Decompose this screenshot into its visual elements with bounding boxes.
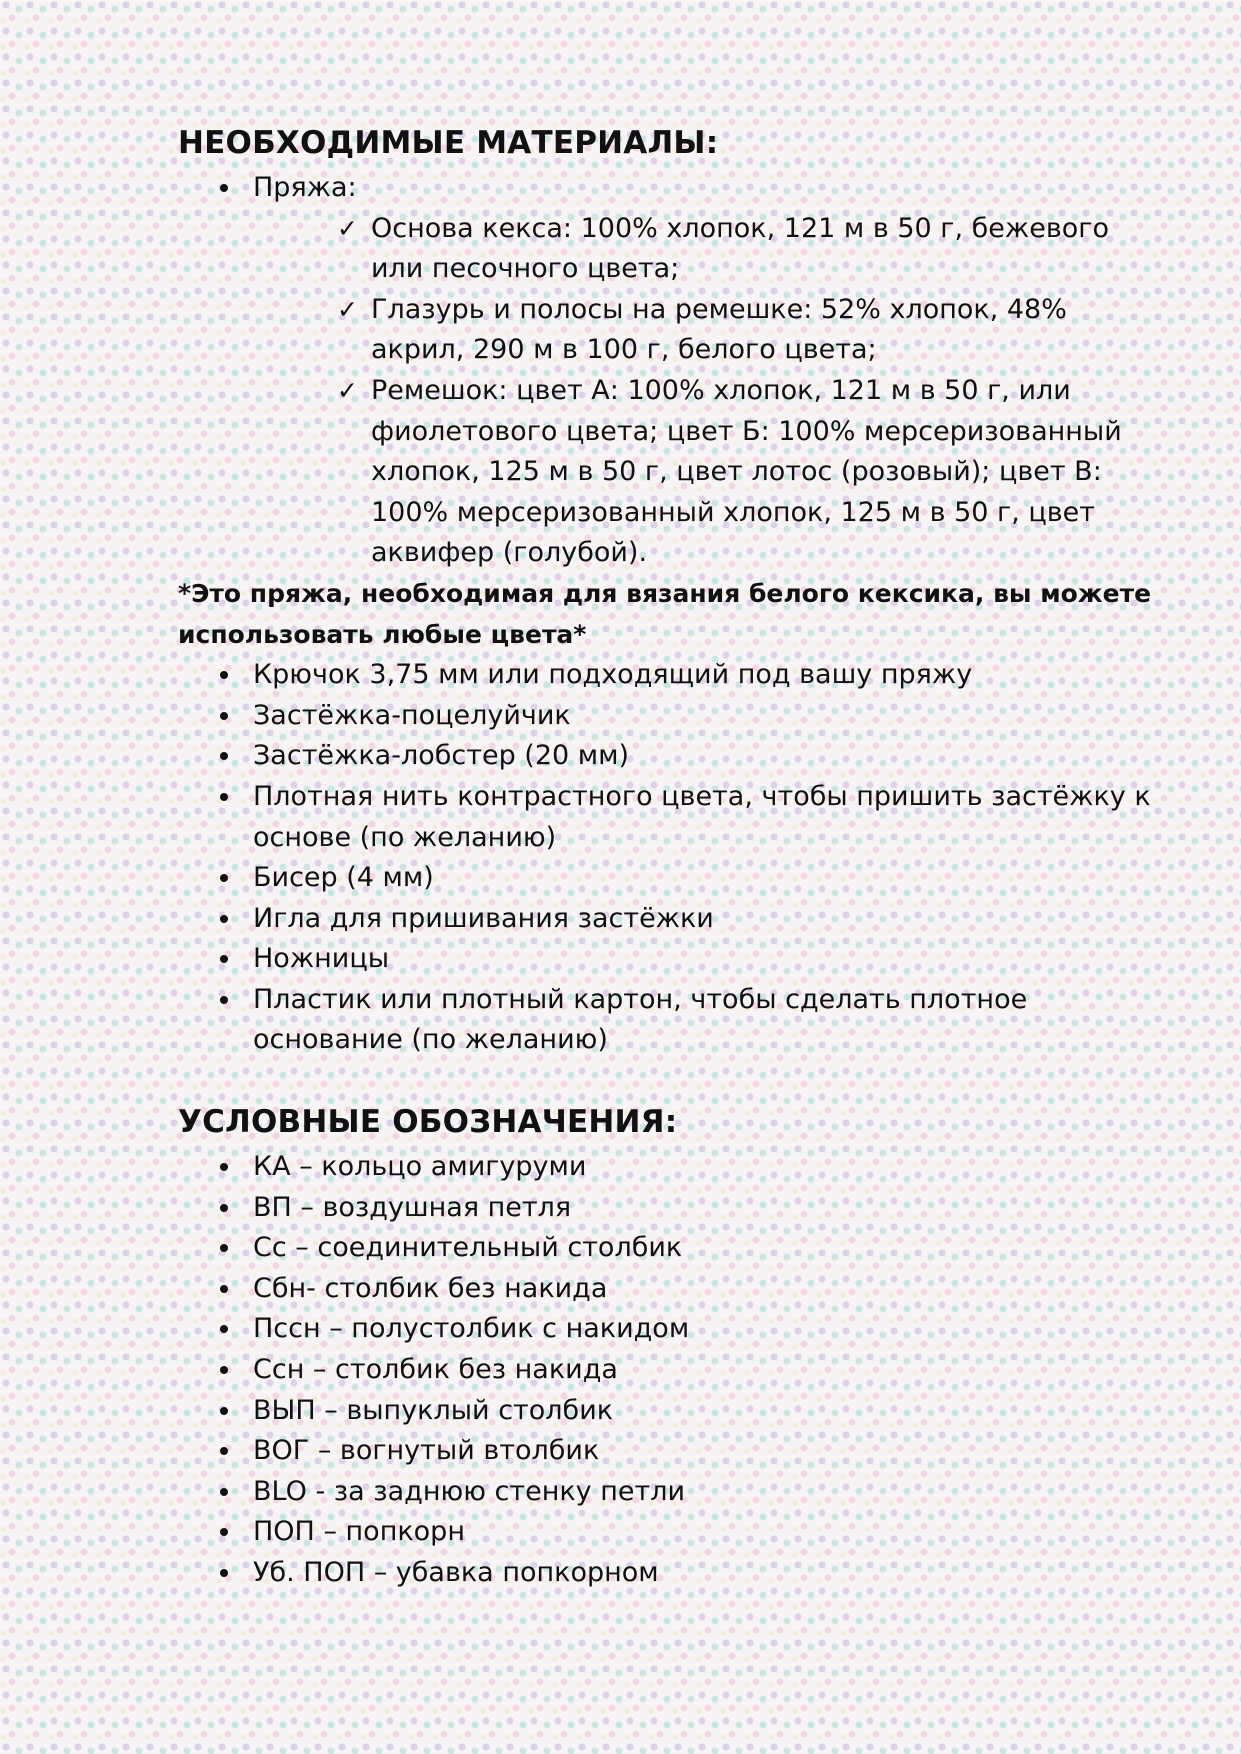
legend-item: Сс – соединительный столбик xyxy=(178,1228,1168,1269)
legend-item: ВЫП – выпуклый столбик xyxy=(178,1391,1168,1432)
document-page xyxy=(178,118,1168,1594)
legend-item: Пссн – полустолбик с накидом xyxy=(178,1309,1168,1350)
legend-item: Сбн- столбик без накида xyxy=(178,1269,1168,1310)
legend-item: КА – кольцо амигуруми xyxy=(178,1147,1168,1188)
legend-item: Уб. ПОП – убавка попкорном xyxy=(178,1553,1168,1594)
legend-item: BLO - за заднюю стенку петли xyxy=(178,1472,1168,1513)
list-item-yarn xyxy=(178,168,1168,574)
legend-item: Ссн – столбик без накида xyxy=(178,1350,1168,1391)
yarn-item xyxy=(253,209,1168,290)
list-item: Ножницы xyxy=(178,939,1168,980)
list-item: Игла для пришивания застёжки xyxy=(178,899,1168,940)
list-item: Застёжка-поцелуйчик xyxy=(178,696,1168,737)
list-item: Застёжка-лобстер (20 мм) xyxy=(178,736,1168,777)
legend-list xyxy=(178,1147,1168,1594)
check-mark-icon: ✓ xyxy=(337,375,358,405)
legend-item: ПОП – попкорн xyxy=(178,1512,1168,1553)
check-mark-icon: ✓ xyxy=(337,294,358,324)
materials-list xyxy=(178,655,1168,1061)
yarn-checklist xyxy=(253,209,1168,574)
legend-item: ВОГ – вогнутый втолбик xyxy=(178,1431,1168,1472)
materials-title: НЕОБХОДИМЫЕ МАТЕРИАЛЫ: xyxy=(178,125,719,161)
yarn-note: *Это пряжа, необходимая для вязания белого кексика, вы можете использовать любые цвета* xyxy=(178,578,1152,649)
yarn-item-text: Основа кекса: 100% хлопок, 121 м в 50 г, бежевого или песочного цвета; xyxy=(371,212,1109,285)
list-item: Крючок 3,75 мм или подходящий под вашу пряжу xyxy=(178,655,1168,696)
yarn-item xyxy=(253,371,1168,574)
yarn-item-text: Глазурь и полосы на ремешке: 52% хлопок, 48% акрил, 290 м в 100 г, белого цвета; xyxy=(371,293,1067,366)
yarn-item xyxy=(253,290,1168,371)
list-item: Плотная нить контрастного цвета, чтобы пришить застёжку к основе (по желанию) xyxy=(178,777,1168,858)
list-item: Бисер (4 мм) xyxy=(178,858,1168,899)
check-mark-icon: ✓ xyxy=(337,213,358,243)
list-item: Пластик или плотный картон, чтобы сделать плотное основание (по желанию) xyxy=(178,980,1168,1061)
materials-list-top xyxy=(178,168,1168,574)
yarn-item-text: Ремешок: цвет А: 100% хлопок, 121 м в 50 г, или фиолетового цвета; цвет Б: 100% мерсеризованный хлопок, 125 м в 50 г, цвет лотос (розовый); цвет В: 100% мерсеризованный хлопок, 125 м в 50 г, цвет аквифер (голубой). xyxy=(371,374,1122,569)
legend-title: УСЛОВНЫЕ ОБОЗНАЧЕНИЯ: xyxy=(178,1104,678,1141)
yarn-label: Пряжа: xyxy=(253,172,357,203)
legend-item: ВП – воздушная петля xyxy=(178,1188,1168,1229)
